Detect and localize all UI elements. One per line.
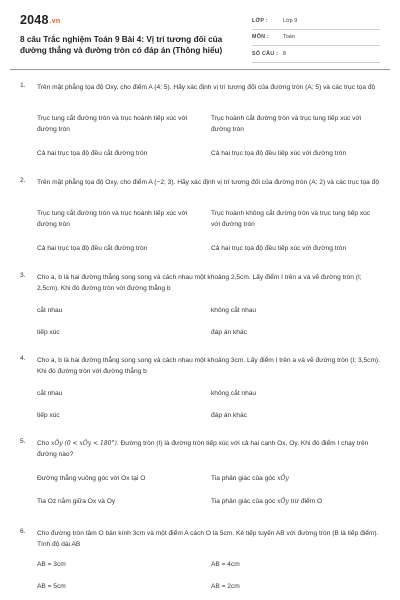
option-text: Tia phân giác của góc <box>211 498 278 505</box>
answer-option-c[interactable]: AB = 5cm <box>37 583 66 590</box>
answer-option-b[interactable] <box>211 474 381 485</box>
option-text: Tia phân giác của góc <box>211 475 278 482</box>
question-text-part: . Đường tròn (I) là đường tròn tiếp xúc với cả hai cạnh Ox, Oy. Khi đó điểm I chạy trên đường nào? <box>37 440 369 458</box>
question-number: 3. <box>20 272 26 279</box>
angle-symbol: xÔy <box>277 498 289 505</box>
question-text-part: Cho <box>37 440 51 447</box>
answer-option-a[interactable]: Đường thẳng vuông góc với Ox tại O <box>37 475 146 482</box>
document-title: 8 câu Trắc nghiệm Toán 9 Bài 4: Vị trí tương đối của đường thẳng và đường tròn có đáp án (Thông hiểu) <box>20 35 223 55</box>
answer-option-b[interactable]: Trục hoành không cắt đường tròn và trục tung tiếp xúc với đường tròn <box>211 210 371 228</box>
answer-option-b[interactable]: không cắt nhau <box>211 390 257 397</box>
angle-symbol: xÔy <box>277 475 289 482</box>
answer-option-b[interactable]: AB = 4cm <box>211 561 240 568</box>
answer-option-a[interactable]: AB = 3cm <box>37 561 66 568</box>
answer-option-b[interactable]: Trục hoành cắt đường tròn và trục tung tiếp xúc với đường tròn <box>211 115 362 133</box>
header-divider <box>10 69 390 70</box>
answer-option-d[interactable]: Cả hai trục tọa độ đều tiếp xúc với đường tròn <box>211 150 347 157</box>
answer-option-b[interactable]: không cắt nhau <box>211 307 257 314</box>
meta-row-subject <box>252 30 380 47</box>
answer-option-c[interactable]: tiếp xúc <box>37 412 60 419</box>
question-number: 6. <box>20 528 26 535</box>
answer-option-d[interactable]: Cả hai trục tọa độ đều tiếp xúc với đường tròn <box>211 245 347 252</box>
answer-option-d[interactable]: đáp án khác <box>211 412 247 419</box>
question-number: 5. <box>20 438 26 445</box>
logo[interactable] <box>20 13 60 27</box>
question-number: 4. <box>20 355 26 362</box>
answer-option-c[interactable]: Cả hai trục tọa độ đều cắt đường tròn <box>37 150 148 157</box>
meta-value: Lớp 9 <box>283 17 298 24</box>
answer-option-d[interactable]: đáp án khác <box>211 329 247 336</box>
meta-value: Toán <box>283 34 295 41</box>
answer-option-d[interactable] <box>211 497 381 508</box>
question-text: Trên mặt phẳng tọa độ Oxy, cho điểm A (4; 5). Hãy xác định vị trí tương đối của đường tròn (A; 5) và các trục tọa độ <box>37 84 376 91</box>
option-text: trừ điểm O <box>290 498 323 505</box>
answer-option-c[interactable]: Cả hai trục tọa độ đều cắt đường tròn <box>37 245 148 252</box>
header <box>0 0 400 66</box>
answer-option-c[interactable]: tiếp xúc <box>37 329 60 336</box>
answer-option-c[interactable]: Tia Oz nằm giữa Ox và Oy <box>37 498 116 505</box>
question-text: Cho đường tròn tâm O bán kính 3cm và một điểm A cách O là 5cm. Kẻ tiếp tuyến AB với đường tròn (B là tiếp điểm). Tính độ dài AB <box>37 530 379 548</box>
question-number: 2. <box>20 177 26 184</box>
logo-text: 2048 <box>20 13 49 27</box>
question-text: Cho a, b là hai đường thẳng song song và cách nhau một khoảng 3cm. Lấy điểm I trên a và vẽ đường tròn (I; 3,5cm). Khi đó đường tròn với đường thẳng b <box>37 357 380 375</box>
answer-option-d[interactable]: AB = 2cm <box>211 583 240 590</box>
meta-row-class <box>252 13 380 30</box>
angle-symbol: xÔy <box>50 440 63 447</box>
meta-label: SỐ CÂU : <box>252 50 279 57</box>
question-text <box>37 438 380 460</box>
answer-option-a[interactable]: Trục tung cắt đường tròn và trục hoành tiếp xúc với đường tròn <box>37 210 188 228</box>
question-text: Trên mặt phẳng tọa độ Oxy, cho điểm A (−2; 3). Hãy xác định vị trí tương đối của đường tròn (A; 2) và các trục tọa độ <box>37 179 380 186</box>
angle-condition: (0 < xÔy < 180°) <box>64 440 117 447</box>
answer-option-a[interactable]: Trục tung cắt đường tròn và trục hoành tiếp xúc với đường tròn <box>37 115 188 133</box>
question-text: Cho a, b là hai đường thẳng song song và cách nhau một khoảng 2,5cm. Lấy điểm I trên a và vẽ đường tròn (I; 2,5cm). Khi đó đường tròn với đường thẳng b <box>37 274 362 292</box>
meta-value: 8 <box>283 50 287 57</box>
answer-option-a[interactable]: cắt nhau <box>37 390 63 397</box>
meta-row-count <box>252 46 380 63</box>
meta-table <box>252 13 380 63</box>
question-number: 1. <box>20 82 26 89</box>
answer-option-a[interactable]: cắt nhau <box>37 307 63 314</box>
meta-label: MÔN : <box>252 34 270 41</box>
logo-suffix: .vn <box>49 18 61 25</box>
meta-label: LỚP : <box>252 17 268 24</box>
